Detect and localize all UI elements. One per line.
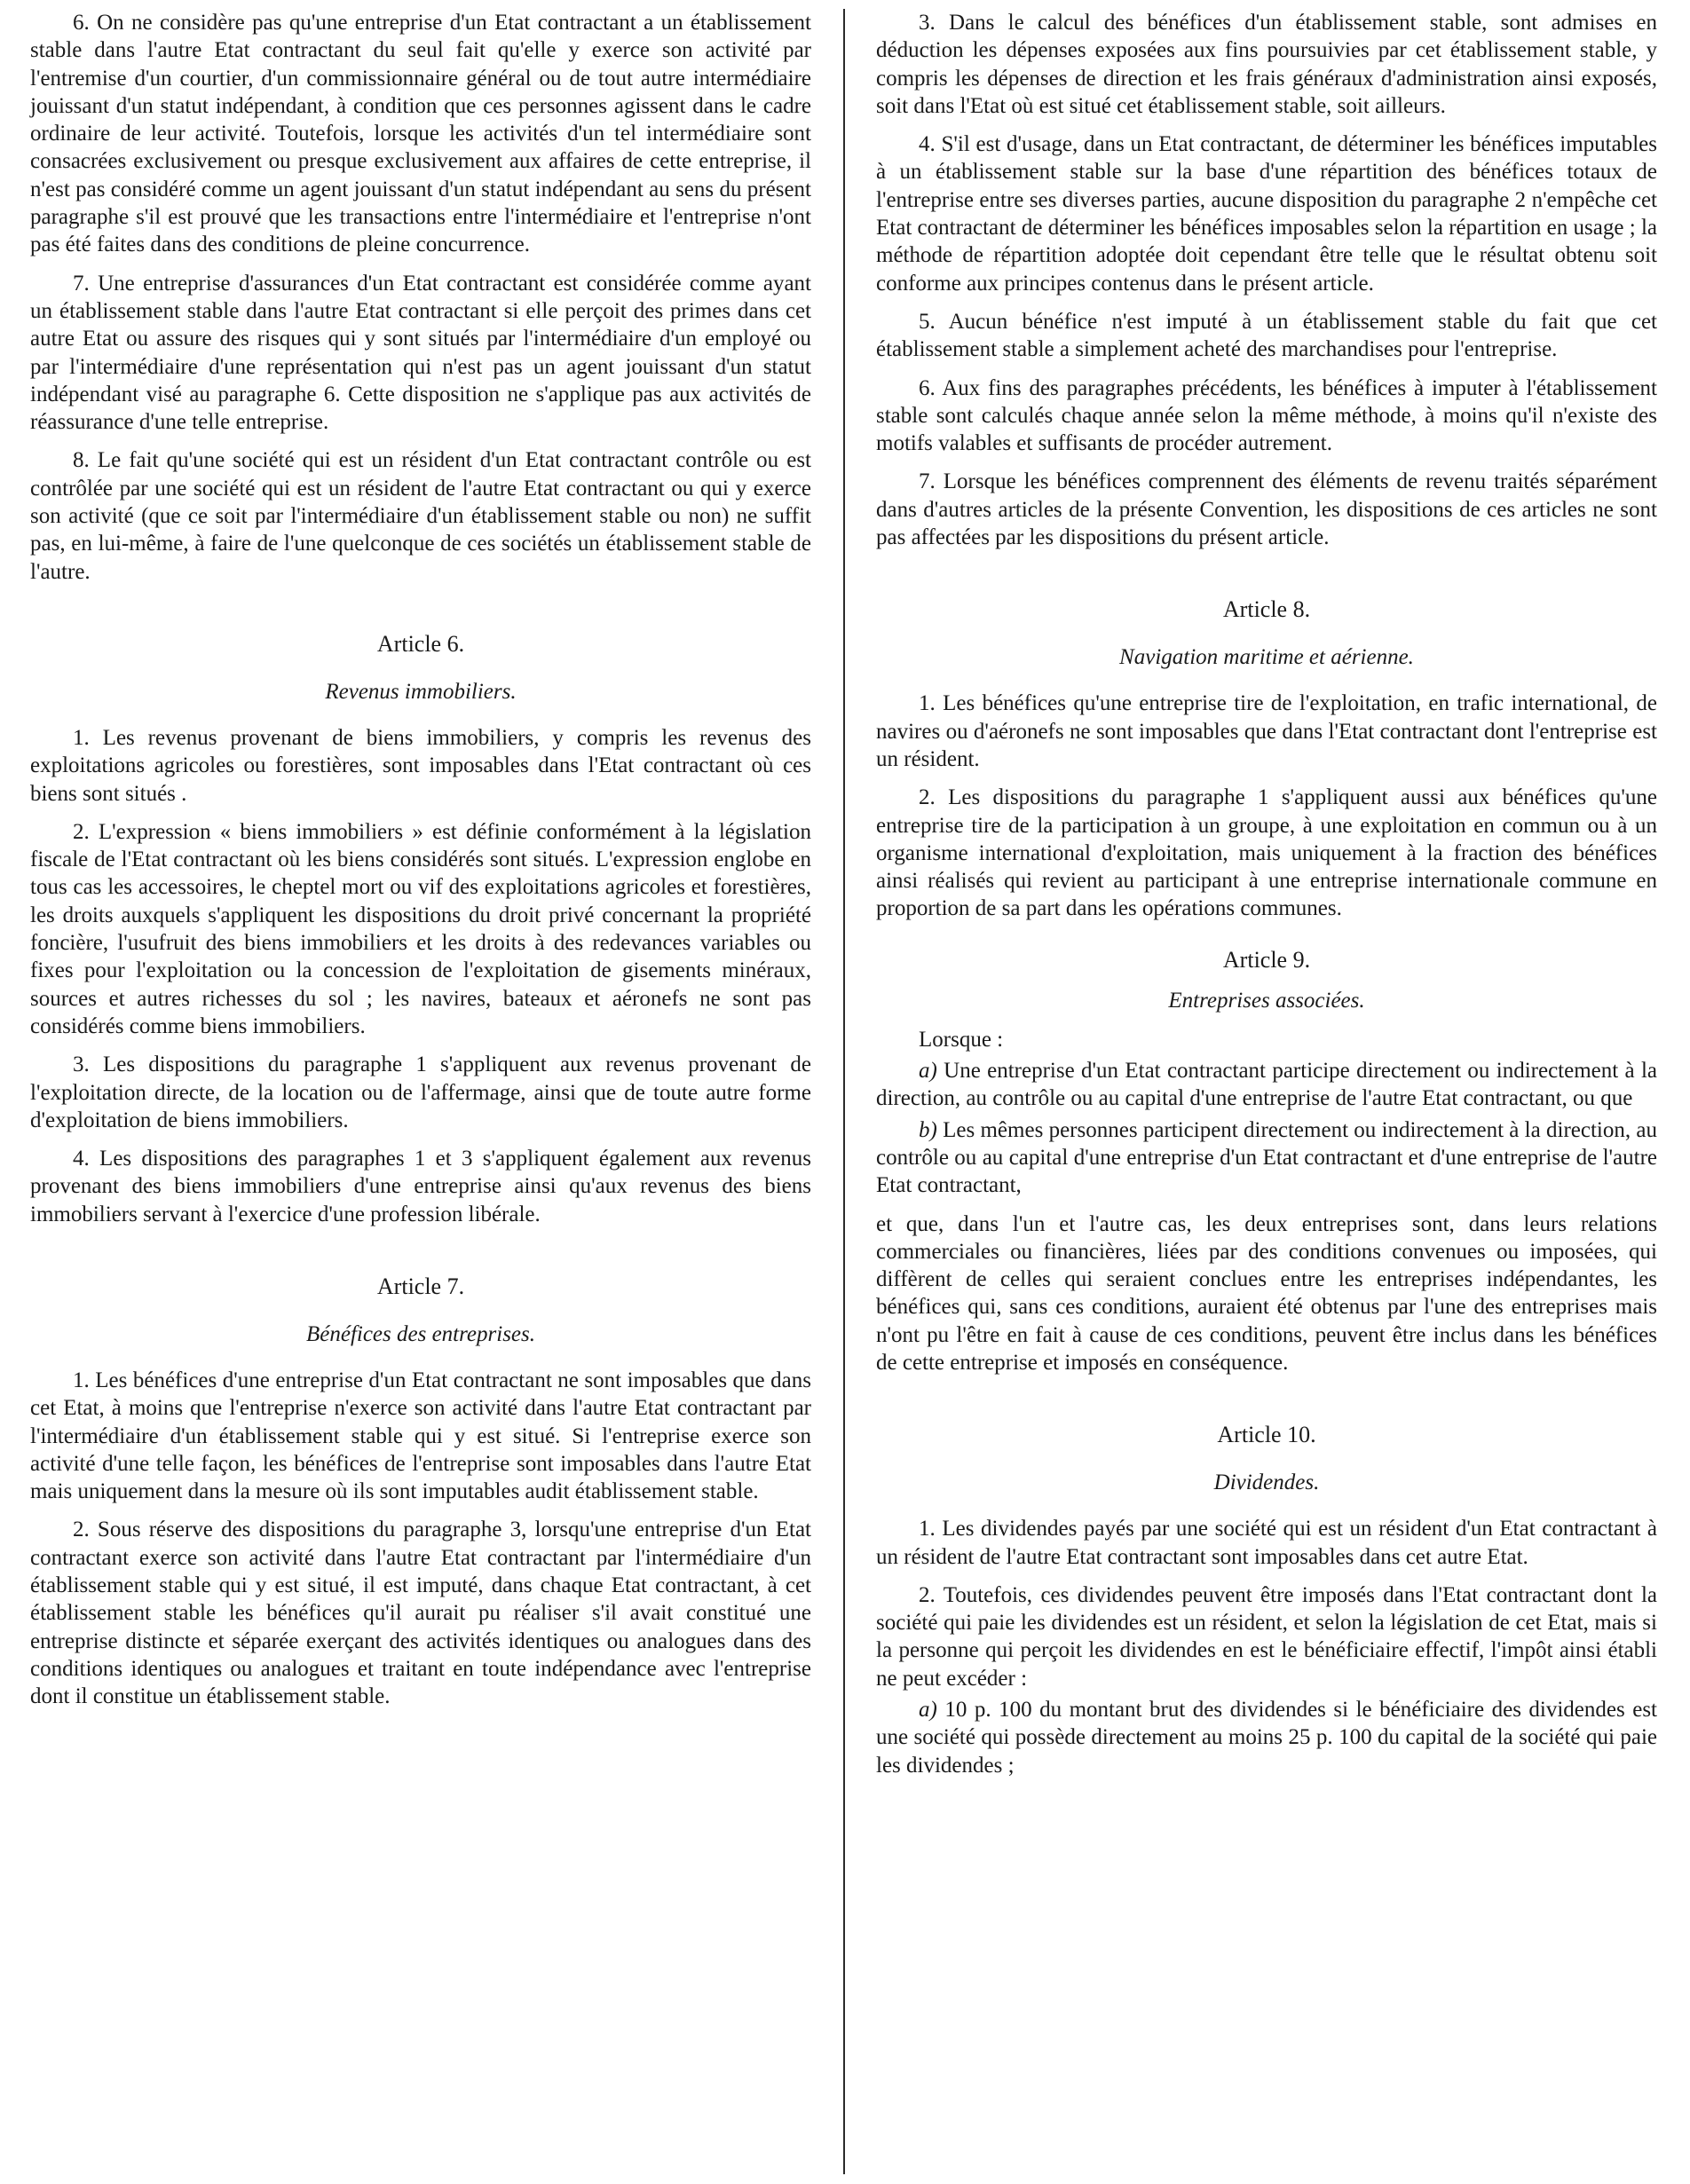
article5-paragraph-6: 6. On ne considère pas qu'une entreprise d'un Etat contractant a un établissement stable dans l'autre Etat contractant du seul fait qu'elle y exerce son activité par l'entremise d'un courtier, d'un commissionnaire général ou de tout autre intermédiaire jouissant d'un statut indépendant, à condition que ces personnes agissent dans le cadre ordinaire de leur activité. Toutefois, lorsque les activités d'un tel intermédiaire sont consacrées exclusivement ou presque exclusivement aux affaires de cette entreprise, il n'est pas considéré comme un agent jouissant d'un statut indépendant au sens du présent paragraphe s'il est prouvé que les transactions entre l'intermédiaire et l'entreprise n'ont pas été faites dans des conditions de pleine concurrence. bbox=[30, 11, 811, 257]
article7-paragraph-1: 1. Les bénéfices d'une entreprise d'un Etat contractant ne sont imposables que dans cet Etat, à moins que l'entreprise n'exerce son activité dans l'autre Etat contractant par l'intermédiaire d'un établissement stable qui y est situé. Si l'entreprise exerce son activité d'une telle façon, les bénéfices de l'entreprise sont imposables dans l'autre Etat mais uniquement dans la mesure où ils sont imputables audit établissement stable. bbox=[30, 1368, 811, 1504]
article9-lead: Lorsque : bbox=[919, 1027, 1004, 1052]
article9-item-b-label: b) bbox=[919, 1117, 937, 1142]
article6-paragraph-2: 2. L'expression « biens immobiliers » est définie conformément à la législation fiscale de l'Etat contractant où les biens considérés sont situés. L'expression englobe en tous cas les accessoires, le cheptel mort ou vif des exploitations agricoles et forestières, les droits auxquels s'appliquent les dispositions du droit privé concernant la propriété foncière, l'usufruit des biens immobiliers et les droits à des redevances variables ou fixes pour l'exploitation ou la concession de l'exploitation de gisements minéraux, sources et autres richesses du sol ; les navires, bateaux et aéronefs ne sont pas considérés comme biens immobiliers. bbox=[30, 819, 811, 1038]
article8-heading: Article 8. bbox=[1222, 596, 1311, 623]
article7-paragraph-3: 3. Dans le calcul des bénéfices d'un établissement stable, sont admises en déduction les dépenses exposées aux fins poursuivies par cet établissement stable, y compris les dépenses de direction et les frais généraux d'administration ainsi exposés, soit dans l'Etat où est situé cet établissement stable, soit ailleurs. bbox=[876, 11, 1657, 118]
article10-paragraph-2: 2. Toutefois, ces dividendes peuvent être imposés dans l'Etat contractant dont la société qui paie les dividendes est un résident, et selon la législation de cet Etat, mais si la personne qui perçoit les dividendes en est le bénéficiaire effectif, l'impôt ainsi établi ne peut excéder : bbox=[876, 1582, 1657, 1691]
article9-item-a-label: a) bbox=[919, 1059, 937, 1084]
article9-item-b bbox=[876, 1116, 1657, 1200]
article7-paragraph-5: 5. Aucun bénéfice n'est imputé à un établissement stable du fait que cet établissement stable a simplement acheté des marchandises pour l'entreprise. bbox=[876, 309, 1657, 362]
left-column bbox=[30, 9, 811, 1722]
article7-paragraph-2: 2. Sous réserve des dispositions du paragraphe 3, lorsqu'une entreprise d'un Etat contractant exerce son activité dans l'autre Etat contractant par l'intermédiaire d'un établissement stable qui y est situé, il est imputé, dans chaque Etat contractant, à cet établissement stable les bénéfices qu'il aurait pu réaliser s'il avait constitué une entreprise distincte et séparée exerçant des activités identiques ou analogues dans des conditions identiques ou analogues et traitant en toute indépendance avec l'entreprise dont il constitue un établissement stable. bbox=[30, 1518, 811, 1709]
article10-heading: Article 10. bbox=[1217, 1422, 1316, 1448]
article6-heading: Article 6. bbox=[376, 630, 465, 657]
article8-title: Navigation maritime et aérienne. bbox=[1119, 645, 1414, 670]
article10-paragraph-1: 1. Les dividendes payés par une société qui est un résident d'un Etat contractant à un résident de l'autre Etat contractant sont imposables dans cet autre Etat. bbox=[876, 1517, 1657, 1569]
article10-title: Dividendes. bbox=[1213, 1470, 1320, 1495]
article8-paragraph-2: 2. Les dispositions du paragraphe 1 s'appliquent aussi aux bénéfices qu'une entreprise tire de la participation à un groupe, à une exploitation en commun ou à un organisme international d'exploitation, mais uniquement à la fraction des bénéfices ainsi réalisés qui revient au participant à une entreprise internationale commune en proportion de sa part dans les opérations communes. bbox=[876, 785, 1657, 921]
article9-conclusion: et que, dans l'un et l'autre cas, les deux entreprises sont, dans leurs relations commerciales ou financières, liées par des conditions convenues ou imposées, qui diffèrent de celles qui seraient conclues entre les entreprises indépendantes, les bénéfices qui, sans ces conditions, auraient été obtenus par l'une des entreprises mais n'ont pu l'être en fait à cause de ces conditions, peuvent être inclus dans les bénéfices de cette entreprise et imposés en conséquence. bbox=[876, 1211, 1657, 1375]
article7-heading: Article 7. bbox=[376, 1273, 465, 1299]
article8-paragraph-1: 1. Les bénéfices qu'une entreprise tire de l'exploitation, en trafic international, de navires ou d'aéronefs ne sont imposables que dans l'Etat contractant dont l'entreprise est un résident. bbox=[876, 691, 1657, 771]
article7-paragraph-4: 4. S'il est d'usage, dans un Etat contractant, de déterminer les bénéfices imputables à un établissement stable sur la base d'une répartition des bénéfices totaux de l'entreprise entre ses diverses parties, aucune disposition du paragraphe 2 n'empêche cet Etat contractant de déterminer les bénéfices imposables selon la répartition en usage ; la méthode de répartition adoptée doit cependant être telle que le résultat obtenu soit conforme aux principes contenus dans le présent article. bbox=[876, 132, 1657, 296]
article6-paragraph-1: 1. Les revenus provenant de biens immobiliers, y compris les revenus des exploitations agricoles ou forestières, sont imposables dans l'Etat contractant où ces biens sont situés . bbox=[30, 725, 811, 806]
article7-title: Bénéfices des entreprises. bbox=[305, 1321, 536, 1346]
article9-title: Entreprises associées. bbox=[1168, 988, 1365, 1013]
article6-paragraph-4: 4. Les dispositions des paragraphes 1 et 3 s'appliquent également aux revenus provenant des biens immobiliers d'une entreprise ainsi qu'aux revenus des biens immobiliers servant à l'exercice d'une profession libérale. bbox=[30, 1147, 811, 1226]
column-divider bbox=[843, 9, 845, 2174]
document-page bbox=[20, 9, 1670, 2174]
article9-item-b-text: Les mêmes personnes participent directement ou indirectement à la direction, au contrôle ou au capital d'une entreprise d'un Etat contractant et d'une entreprise de l'autre Etat contractant, bbox=[876, 1117, 1657, 1198]
article10-item-a-text: 10 p. 100 du montant brut des dividendes si le bénéficiaire des dividendes est une société qui possède directement au moins 25 p. 100 du capital de la société qui paie les dividendes ; bbox=[876, 1698, 1657, 1778]
article9-item-a bbox=[876, 1057, 1657, 1113]
article7-paragraph-6: 6. Aux fins des paragraphes précédents, les bénéfices à imputer à l'établissement stable sont calculés chaque année selon la même méthode, à moins qu'il n'existe des motifs valables et suffisants de procéder autrement. bbox=[876, 375, 1657, 456]
article6-title: Revenus immobiliers. bbox=[325, 679, 517, 704]
article9-heading: Article 9. bbox=[1222, 946, 1311, 973]
article10-item-a-label: a) bbox=[919, 1698, 937, 1723]
right-column bbox=[876, 9, 1657, 1790]
article7-paragraph-7: 7. Lorsque les bénéfices comprennent des éléments de revenu traités séparément dans d'autres articles de la présente Convention, les dispositions de ces articles ne sont pas affectées par les dispositions du présent article. bbox=[876, 469, 1657, 550]
article5-paragraph-7: 7. Une entreprise d'assurances d'un Etat contractant est considérée comme ayant un établissement stable dans l'autre Etat contractant si elle perçoit des primes dans cet autre Etat ou assure des risques qui y sont situés par l'intermédiaire d'un employé ou par l'intermédiaire d'une représentation qui n'est pas un agent jouissant d'un statut indépendant visé au paragraphe 6. Cette disposition ne s'applique pas aux activités de réassurance d'une telle entreprise. bbox=[30, 271, 811, 435]
article6-paragraph-3: 3. Les dispositions du paragraphe 1 s'appliquent aux revenus provenant de l'exploitation directe, de la location ou de l'affermage, ainsi que de toute autre forme d'exploitation de biens immobiliers. bbox=[30, 1053, 811, 1132]
article5-paragraph-8: 8. Le fait qu'une société qui est un résident d'un Etat contractant contrôle ou est contrôlée par une société qui est un résident de l'autre Etat contractant ou qui y exerce son activité (que ce soit par l'intermédiaire d'un établissement stable ou non) ne suffit pas, en lui-même, à faire de l'une quelconque de ces sociétés un établissement stable de l'autre. bbox=[30, 448, 811, 584]
article9-item-a-text: Une entreprise d'un Etat contractant participe directement ou indirectement à la direction, au contrôle ou au capital d'une entreprise de l'autre Etat contractant, ou que bbox=[876, 1059, 1657, 1111]
article10-item-a bbox=[876, 1696, 1657, 1779]
